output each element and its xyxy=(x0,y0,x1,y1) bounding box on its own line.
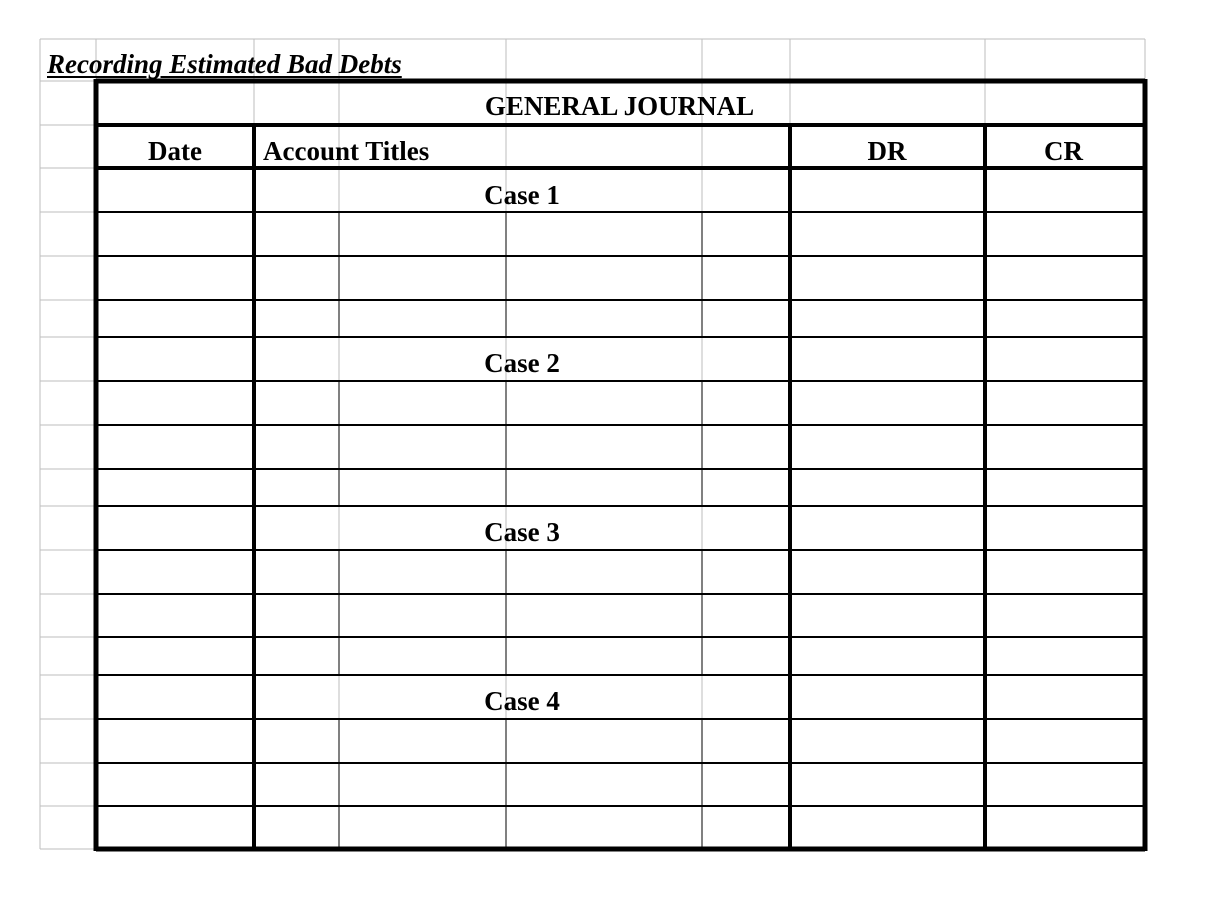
header-dr: DR xyxy=(867,136,907,166)
account-cell[interactable] xyxy=(257,809,787,846)
dr-cell[interactable] xyxy=(793,509,982,547)
cr-cell[interactable] xyxy=(988,472,1142,503)
dr-cell[interactable] xyxy=(793,215,982,253)
case-label: Case 2 xyxy=(484,348,560,378)
date-cell[interactable] xyxy=(99,303,251,334)
date-cell[interactable] xyxy=(99,809,251,846)
header-account-titles: Account Titles xyxy=(263,136,430,166)
cr-cell[interactable] xyxy=(988,428,1142,466)
account-cell[interactable] xyxy=(257,215,787,253)
date-cell[interactable] xyxy=(99,640,251,672)
dr-cell[interactable] xyxy=(793,259,982,297)
dr-cell[interactable] xyxy=(793,678,982,716)
account-cell[interactable] xyxy=(257,384,787,422)
cr-cell[interactable] xyxy=(988,722,1142,760)
account-cell[interactable] xyxy=(257,509,787,547)
journal-title: GENERAL JOURNAL xyxy=(484,91,755,121)
case-label: Case 1 xyxy=(484,180,560,210)
cr-cell[interactable] xyxy=(988,303,1142,334)
cr-cell[interactable] xyxy=(988,640,1142,672)
date-cell[interactable] xyxy=(99,384,251,422)
dr-cell[interactable] xyxy=(793,472,982,503)
account-cell[interactable] xyxy=(257,640,787,672)
account-cell[interactable] xyxy=(257,303,787,334)
dr-cell[interactable] xyxy=(793,722,982,760)
dr-cell[interactable] xyxy=(793,384,982,422)
cr-cell[interactable] xyxy=(988,809,1142,846)
cr-cell[interactable] xyxy=(988,678,1142,716)
dr-cell[interactable] xyxy=(793,340,982,378)
dr-cell[interactable] xyxy=(793,303,982,334)
account-cell[interactable] xyxy=(257,472,787,503)
dr-cell[interactable] xyxy=(793,766,982,803)
case-label: Case 3 xyxy=(484,517,560,547)
cr-cell[interactable] xyxy=(988,215,1142,253)
date-cell[interactable] xyxy=(99,766,251,803)
date-cell[interactable] xyxy=(99,509,251,547)
date-cell[interactable] xyxy=(99,472,251,503)
date-cell[interactable] xyxy=(99,597,251,634)
account-cell[interactable] xyxy=(257,722,787,760)
cr-cell[interactable] xyxy=(988,553,1142,591)
date-cell[interactable] xyxy=(99,259,251,297)
date-cell[interactable] xyxy=(99,553,251,591)
cr-cell[interactable] xyxy=(988,259,1142,297)
cr-cell[interactable] xyxy=(988,340,1142,378)
dr-cell[interactable] xyxy=(793,553,982,591)
worksheet-title: Recording Estimated Bad Debts xyxy=(47,49,402,79)
date-cell[interactable] xyxy=(99,428,251,466)
cr-cell[interactable] xyxy=(988,509,1142,547)
cr-cell[interactable] xyxy=(988,384,1142,422)
cr-cell[interactable] xyxy=(988,597,1142,634)
cr-cell[interactable] xyxy=(988,766,1142,803)
account-cell[interactable] xyxy=(257,428,787,466)
account-cell[interactable] xyxy=(257,678,787,716)
header-date: Date xyxy=(148,136,202,166)
account-cell[interactable] xyxy=(257,340,787,378)
dr-cell[interactable] xyxy=(793,597,982,634)
account-cell[interactable] xyxy=(257,259,787,297)
case-label: Case 4 xyxy=(484,686,560,716)
dr-cell[interactable] xyxy=(793,640,982,672)
date-cell[interactable] xyxy=(99,215,251,253)
account-cell[interactable] xyxy=(257,766,787,803)
date-cell[interactable] xyxy=(99,340,251,378)
account-cell[interactable] xyxy=(257,597,787,634)
date-cell[interactable] xyxy=(99,678,251,716)
date-cell[interactable] xyxy=(99,722,251,760)
header-cr: CR xyxy=(1044,136,1083,166)
account-cell[interactable] xyxy=(257,553,787,591)
dr-cell[interactable] xyxy=(793,809,982,846)
dr-cell[interactable] xyxy=(793,428,982,466)
